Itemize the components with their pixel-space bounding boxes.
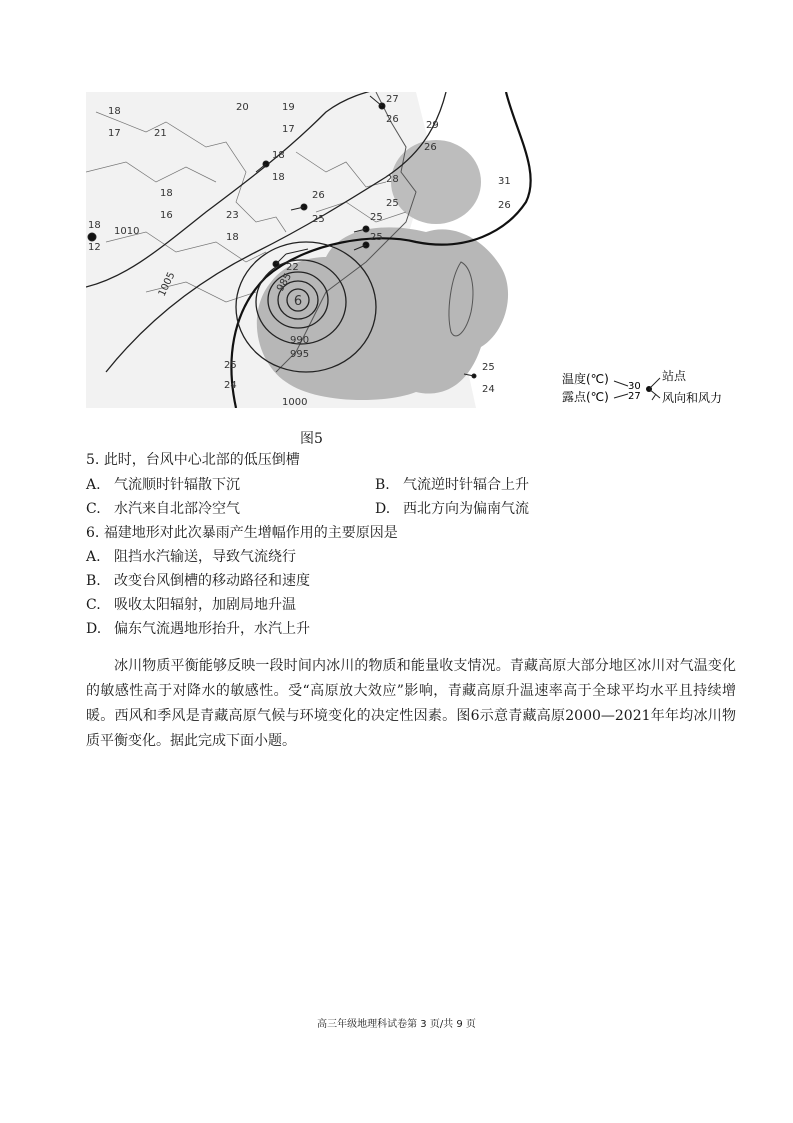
station-value: 29 [426, 120, 439, 131]
isobar-label-1000: 1000 [282, 397, 308, 408]
station-value: 25 [482, 362, 495, 373]
option-label: D. [375, 501, 391, 517]
page-footer: 高三年级地理科试卷第 3 页/共 9 页 [317, 1019, 476, 1030]
station-value: 19 [282, 102, 295, 113]
question-number: 5. [86, 452, 100, 468]
station-value: 26 [498, 200, 511, 211]
question-6-stem [86, 523, 398, 543]
question-text: 此时，台风中心北部的低压倒槽 [103, 452, 300, 468]
option-text: 西北方向为偏南气流 [403, 501, 529, 517]
station-value: 26 [424, 142, 437, 153]
station-value: 25 [370, 232, 383, 243]
station-value: 25 [224, 360, 237, 371]
station-value: 16 [160, 210, 173, 221]
station-value: 25 [370, 212, 383, 223]
station-value: 31 [498, 176, 511, 187]
station-value: 26 [312, 190, 325, 201]
option-label: C. [86, 501, 101, 517]
station-value: 28 [386, 174, 399, 185]
question-6-option-d[interactable] [86, 619, 310, 639]
option-text: 偏东气流遇地形抬升，水汽上升 [114, 621, 310, 637]
legend-leader-line [649, 378, 660, 389]
station-value: 18 [160, 188, 173, 199]
station-value: 25 [312, 214, 325, 225]
station-value: 12 [88, 242, 101, 253]
station-value: 23 [226, 210, 239, 221]
station-value: 26 [386, 114, 399, 125]
station-value: 18 [226, 232, 239, 243]
question-6-option-a[interactable] [86, 547, 296, 567]
option-label: B. [375, 477, 390, 493]
question-5-stem [86, 450, 300, 470]
station-value: 27 [386, 94, 399, 105]
station-value: 20 [236, 102, 249, 113]
question-6-option-c[interactable] [86, 595, 296, 615]
station-value: 24 [224, 380, 237, 391]
legend-temperature-value: 30 [628, 381, 641, 392]
station-value: 18 [272, 150, 285, 161]
map-legend [562, 364, 793, 408]
legend-temperature-label: 温度(℃) [562, 372, 609, 386]
option-text: 水汽来自北部冷空气 [114, 501, 240, 517]
legend-station-label: 站点 [662, 369, 687, 383]
isobar-label-1010: 1010 [114, 226, 140, 237]
question-5-option-b[interactable] [375, 475, 529, 495]
legend-leader-line [614, 381, 628, 386]
typhoon-center-symbol: 6 [293, 294, 303, 309]
figure-caption: 图5 [300, 431, 323, 447]
station-value: 21 [154, 128, 167, 139]
option-text: 气流顺时针辐散下沉 [114, 477, 240, 493]
legend-leader-line [614, 394, 628, 398]
option-label: D. [86, 621, 102, 637]
option-label: A. [86, 477, 101, 493]
station-value: 17 [282, 124, 295, 135]
option-text: 改变台风倒槽的移动路径和速度 [114, 573, 310, 589]
option-label: A. [86, 549, 101, 565]
station-value: 25 [386, 198, 399, 209]
option-label: C. [86, 597, 101, 613]
question-5-option-d[interactable] [375, 499, 529, 519]
option-label: B. [86, 573, 101, 589]
station-value: 24 [482, 384, 495, 395]
station-value: 22 [286, 262, 299, 273]
station-value: 18 [272, 172, 285, 183]
option-text: 阻挡水汽输送，导致气流绕行 [114, 549, 296, 565]
legend-dewpoint-value: 27 [628, 391, 641, 402]
question-number: 6. [86, 525, 100, 541]
legend-wind-label: 风向和风力 [662, 391, 723, 405]
isobar-label-990: 990 [290, 335, 310, 346]
isobar-label-995: 995 [290, 349, 310, 360]
isobar-label-1005: 1005 [156, 270, 178, 299]
station-value: 18 [108, 106, 121, 117]
option-text: 吸收太阳辐射，加剧局地升温 [114, 597, 296, 613]
weather-map-svg [86, 92, 550, 408]
question-5-option-c[interactable] [86, 499, 240, 519]
isobar-label-985: 985 [275, 271, 295, 294]
question-6-option-b[interactable] [86, 571, 310, 591]
weather-map-figure [86, 92, 550, 408]
reading-passage: 冰川物质平衡能够反映一段时间内冰川的物质和能量收支情况。青藏高原大部分地区冰川对气温变化的敏感性高于对降水的敏感性。受“高原放大效应”影响，青藏高原升温速率高于全球平均水平且持续增暖。西风和季风是青藏高原气候与环境变化的决定性因素。图6示意青藏高原2000—2021年年均冰川物质平衡变化。据此完成下面小题。 [86, 658, 736, 749]
legend-dewpoint-label: 露点(℃) [562, 390, 609, 404]
question-5-option-a[interactable] [86, 475, 240, 495]
option-text: 气流逆时针辐合上升 [403, 477, 529, 493]
question-text: 福建地形对此次暴雨产生增幅作用的主要原因是 [103, 525, 398, 541]
station-value: 17 [108, 128, 121, 139]
station-value: 18 [88, 220, 101, 231]
